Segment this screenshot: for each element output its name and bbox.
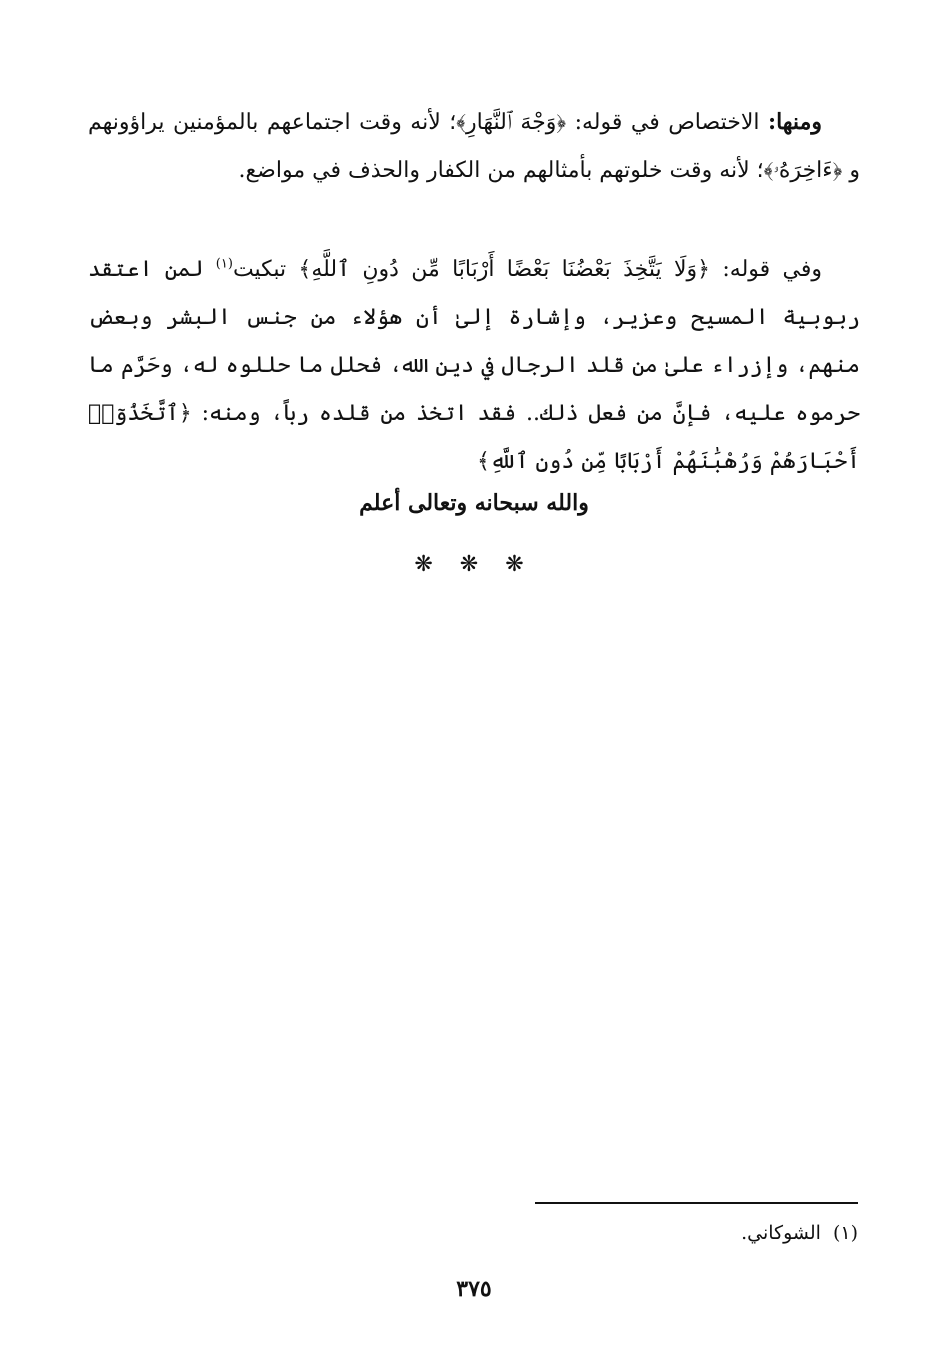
quran-quote-1: ﴿وَجْهَ ٱلنَّهَارِ﴾	[456, 110, 567, 135]
footnote-marker: (١)	[832, 1222, 858, 1244]
footnote-text: الشوكاني.	[741, 1222, 821, 1244]
paragraph-2-text-c: لمن اعتقد ربوبية المسيح وعزير، وإشارة إلىٰ أن هؤلاء من جنس البشر وبعض منهم، وإزراء علىٰ من قلد الرجال في دين الله، فحلل ما حللوه له، وحَرَّم ما حرموه عليه، فإنَّ من فعل ذلك.. فقد اتخذ من قلده رباً، ومنه:	[88, 257, 860, 426]
paragraph-2-text-a: وفي قوله:	[710, 257, 822, 282]
footnote-reference[interactable]: (١)	[215, 256, 233, 272]
closing-phrase: والله سبحانه وتعالى أعلم	[359, 490, 589, 516]
quran-quote-2: ﴿ءَاخِرَهُۥ﴾	[763, 158, 843, 183]
paragraph-1-text-c: ؛ لأنه وقت خلوتهم بأمثالهم من الكفار والحذف في مواضع.	[238, 158, 764, 183]
paragraph-1-text-a: الاختصاص في قوله:	[566, 110, 768, 135]
footnote-divider	[535, 1202, 858, 1204]
footnote	[741, 1218, 858, 1248]
paragraph-2-text-b: تبكيت	[232, 257, 299, 282]
paragraph-1-text-b: ؛ لأنه وقت اجتماعهم بالمؤمنين يراؤونهم و	[88, 110, 860, 183]
section-separator: ❋ ❋ ❋	[414, 552, 534, 577]
paragraph-1	[88, 98, 860, 195]
paragraph-2	[88, 246, 860, 486]
quran-quote-3: ﴿وَلَا يَتَّخِذَ بَعْضُنَا بَعْضًا أَرْبَابًا مِّن دُونِ ٱللَّهِ﴾	[298, 257, 711, 282]
page-number: ٣٧٥	[456, 1276, 492, 1302]
paragraph-1-lead: ومنها:	[767, 109, 822, 135]
quran-quote-4: ﴿ٱتَّخَذُوٓا۟ أَحْبَارَهُمْ وَرُهْبَٰنَهُمْ أَرْبَابًا مِّن دُونِ ٱللَّهِ﴾	[88, 401, 860, 474]
